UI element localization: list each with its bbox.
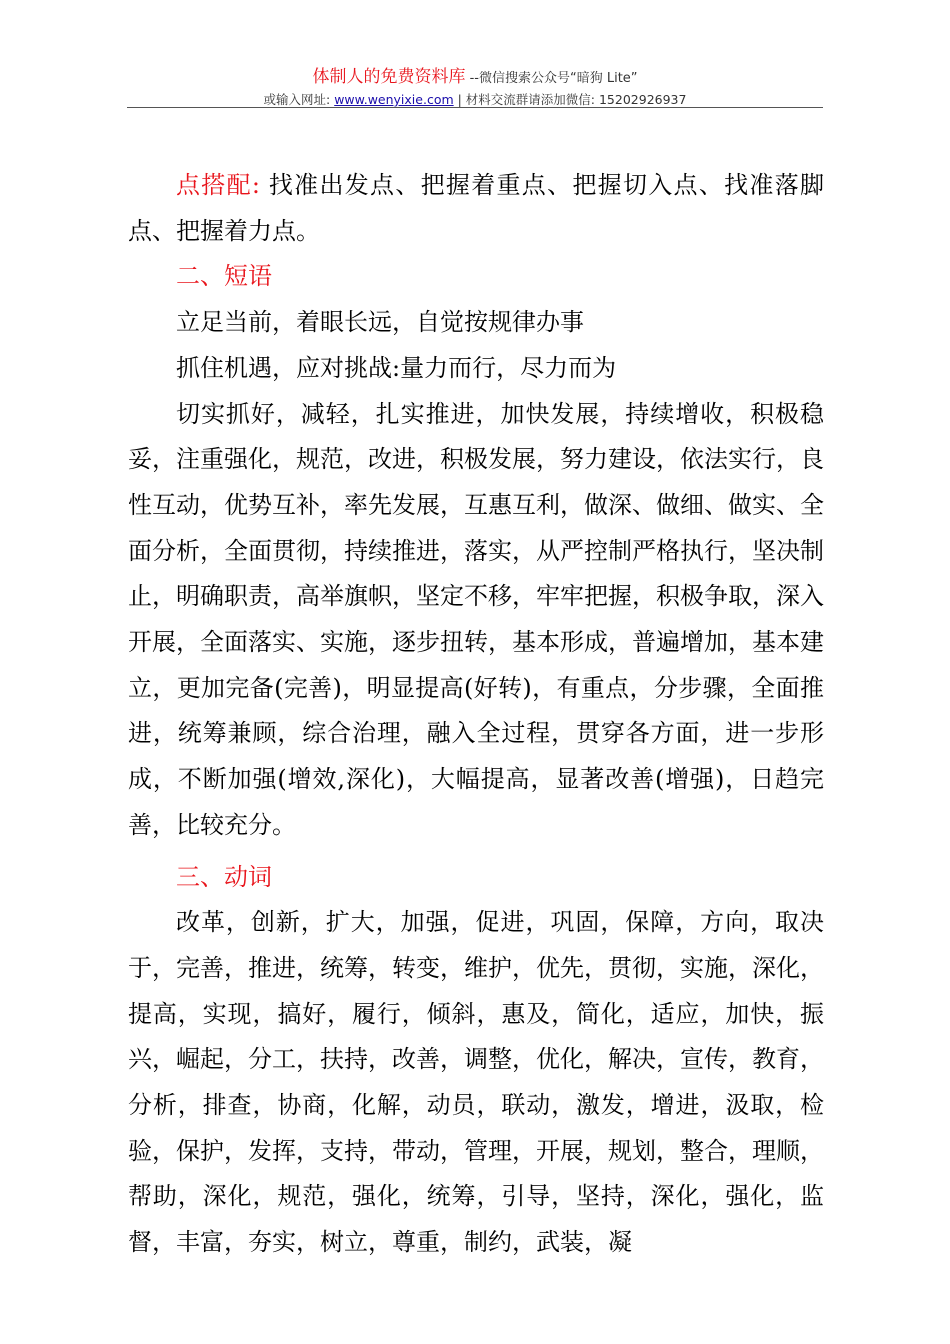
phrase-line-1: 立足当前，着眼长远，自觉按规律办事 <box>176 308 584 337</box>
phrase-line-2: 抓住机遇，应对挑战:量力而行，尽力而为 <box>176 353 617 382</box>
phrase-paragraph: 切实抓好，减轻，扎实推进，加快发展，持续增收，积极稳妥，注重强化，规范，改进，积极发展，努力建设，依法实行，良性互动，优势互补，率先发展，互惠互利，做深、做细、做实、全面分析，全面贯彻，持续推进，落实，从严控制严格执行，坚决制止，明确职责，高举旗帜，坚定不移，牢牢把握，积极争取，深入开展，全面落实、实施，逐步扭转，基本形成，普遍增加，基本建立，更加完备(完善)，明显提高(好转)，有重点，分步骤，全面推进，统筹兼顾，综合治理，融入全过程，贯穿各方面，进一步形成，不断加强(增效,深化)，大幅提高，显著改善(增强)，日趋完善，比较充分。 <box>128 399 824 839</box>
verb-paragraph: 改革，创新，扩大，加强，促进，巩固，保障，方向，取决于，完善，推进，统筹，转变，维护，优先，贯彻，实施，深化，提高，实现，搞好，履行，倾斜，惠及，简化，适应，加快，振兴，崛起，分工，扶持，改善，调整，优化，解决，宣传，教育，分析，排查，协商，化解，动员，联动，激发，增进，汲取，检验，保护，发挥，支持，带动，管理，开展，规划，整合，理顺，帮助，深化，规范，强化，统筹，引导，坚持，深化，强化，监督，丰富，夯实，树立，尊重，制约，武装，凝 <box>128 908 824 1257</box>
site-suffix: --微信搜索公众号“暗狗 Lite” <box>465 71 638 86</box>
header-title-line <box>0 66 950 90</box>
intro-paragraph <box>128 163 824 254</box>
intro-label: 点搭配: <box>176 171 260 199</box>
url-prefix: 或输入网址: <box>263 92 335 107</box>
intro-text: 找准出发点、把握着重点、把握切入点、找准落脚点、把握着力点。 <box>128 171 824 245</box>
document-body <box>128 163 824 1266</box>
heading-phrases: 二、短语 <box>176 262 272 291</box>
heading-verbs: 三、动词 <box>176 862 272 891</box>
site-name: 体制人的免费资料库 <box>312 67 466 87</box>
document-header <box>0 66 950 109</box>
header-divider <box>127 107 823 108</box>
url-suffix: | 材料交流群请添加微信: 15202926937 <box>453 92 687 107</box>
site-url-link[interactable]: www.wenyixie.com <box>334 92 454 107</box>
